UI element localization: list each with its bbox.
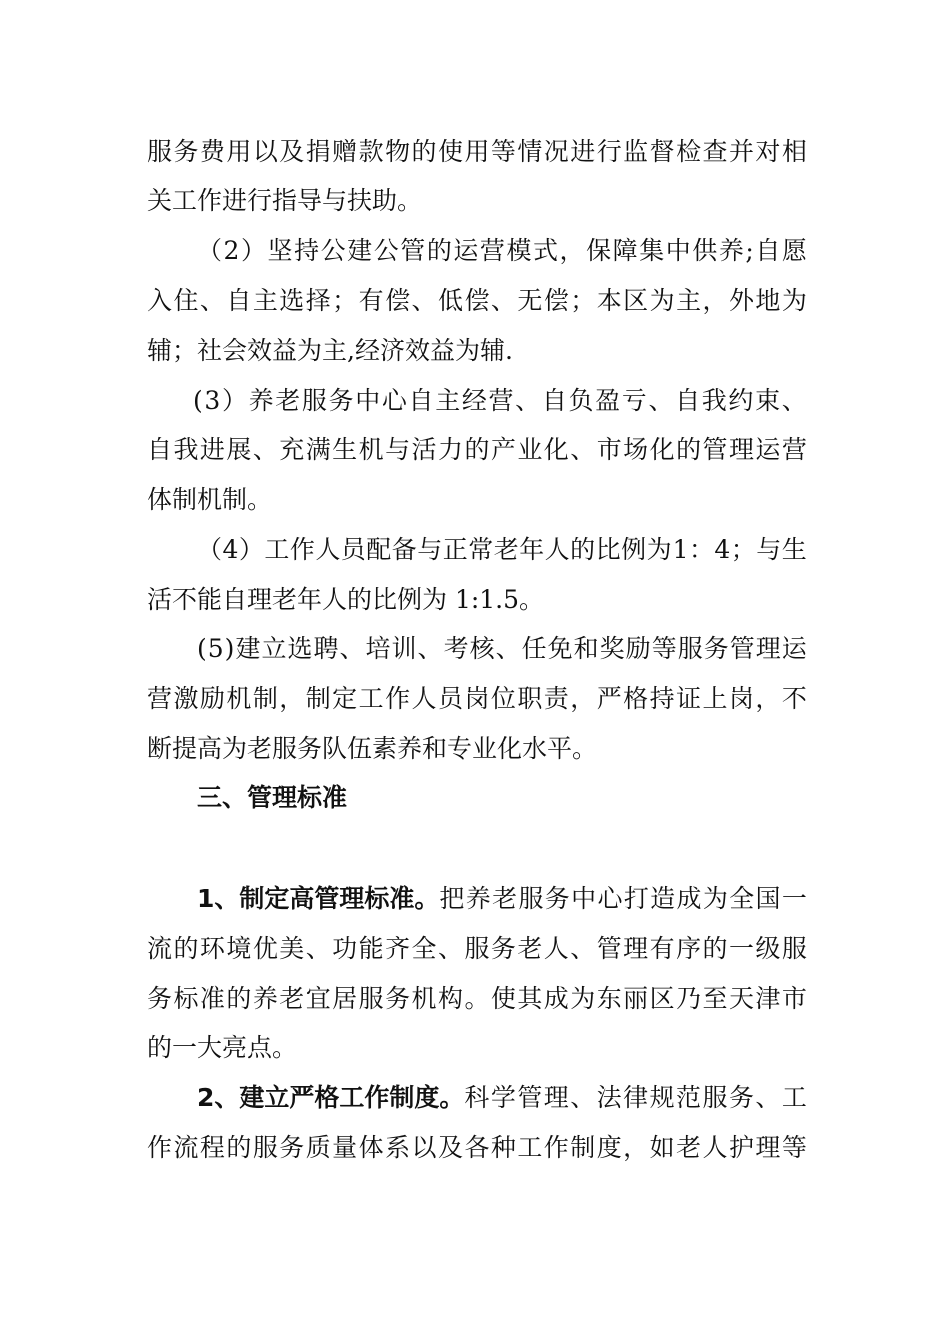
text-line: 关工作进行指导与扶助。 [147,186,423,215]
paragraph-item-4-line: 活不能自理老年人的比例为 1:1.5。 [147,585,545,614]
paragraph-item-3-line: 自 我 进 展 、 充 满 生 机 与 活 力 的 产 业 化 、 市 场 化 的 管 理 运 营 [147,435,807,464]
point-1-line: 务 标 准 的 养 老 宜 居 服 务 机 构 。 使 其 成 为 东 丽 区 乃 至 天 津 市 [147,984,807,1013]
point-1-first-line [197,879,807,919]
paragraph-item-5-line: ( 5 ) 建 立 选 聘 、 培 训 、 考 核 、 任 免 和 奖 励 等 服 务 管 理 运 [197,634,807,663]
paragraph-item-2-line: 入 住 、 自 主 选 择 ； 有 偿 、 低 偿 、 无 偿 ； 本 区 为 主 ， 外 地 为 [147,286,807,315]
point-2-first-line [197,1078,807,1118]
point-2-line: 作 流 程 的 服 务 质 量 体 系 以 及 各 种 工 作 制 度 ， 如 老 人 护 理 等 [147,1133,807,1162]
paragraph-item-2-line: 辅；社会效益为主,经济效益为辅. [147,336,513,365]
paragraph-item-2-line: （ 2 ） 坚 持 公 建 公 管 的 运 营 模 式 ， 保 障 集 中 供 养 ; 自 愿 [197,236,807,265]
point-1-line: 的一大亮点。 [147,1033,298,1062]
paragraph-item-5-line: 营 激 励 机 制 ， 制 定 工 作 人 员 岗 位 职 责 ， 严 格 持 证 上 岗 ， 不 [147,684,807,713]
point-1-line: 流 的 环 境 优 美 、 功 能 齐 全 、 服 务 老 人 、 管 理 有 序 的 一 级 服 [147,934,807,963]
text-line: 服 务 费 用 以 及 捐 赠 款 物 的 使 用 等 情 况 进 行 监 督 检 查 并 对 相 [147,137,807,166]
point-1-text: 把 养 老 服 务 中 心 打 造 成 为 全 国 一 [439,884,807,913]
point-1-title: 1、制定高管理标准。 [197,884,440,913]
point-2-text: 科 学 管 理 、 法 律 规 范 服 务 、 工 [464,1083,807,1112]
paragraph-item-4-line: （ 4 ） 工 作 人 员 配 备 与 正 常 老 年 人 的 比 例 为 1 ： 4 ； 与 生 [197,535,807,564]
paragraph-item-3-line: 体制机制。 [147,485,273,514]
section-heading: 三、管理标准 [197,783,348,812]
point-2-title: 2、建立严格工作制度。 [197,1083,465,1112]
paragraph-item-5-line: 断提高为老服务队伍素养和专业化水平。 [147,734,598,763]
paragraph-item-3-line: ( 3 ） 养 老 服 务 中 心 自 主 经 营 、 自 负 盈 亏 、 自 我 约 束 、 [193,386,807,415]
